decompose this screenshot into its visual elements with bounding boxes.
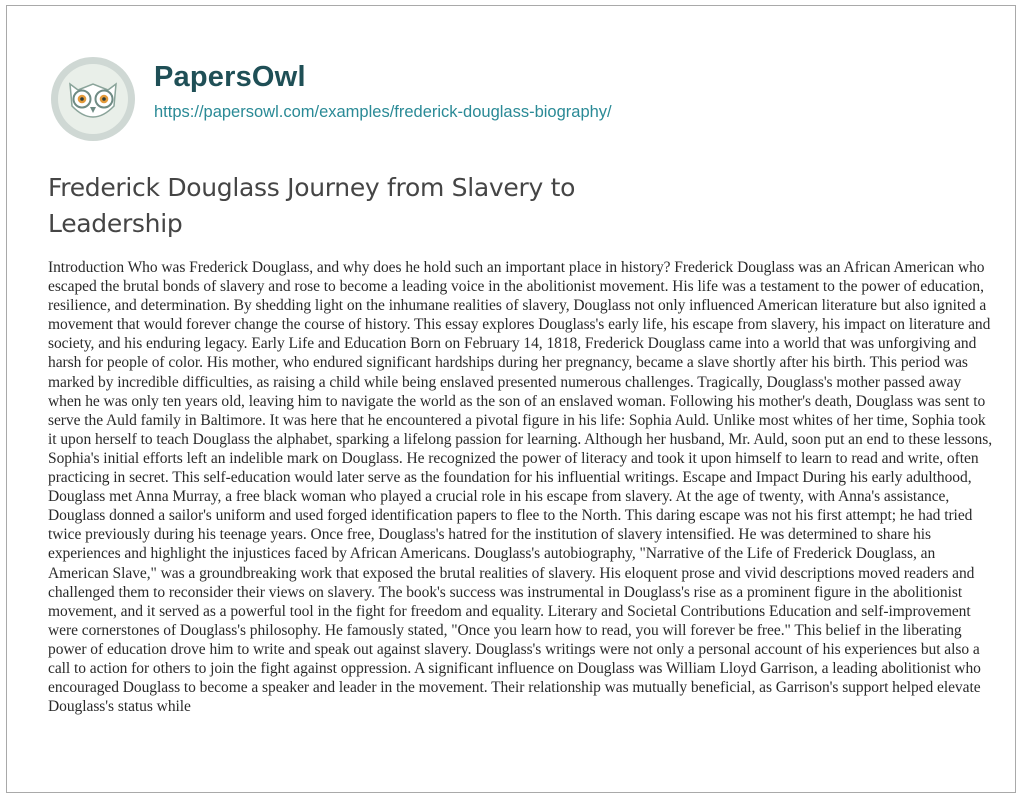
document-body: Introduction Who was Frederick Douglass, and why does he hold such an important place in history? Frederick Douglass was an African American who escaped the brutal bonds of slavery and rose to become a leading voice in the abolitionist movement. His life was a testament to the power of education, resilience, and determination. By shedding light on the inhumane realities of slavery, Douglass not only influenced American literature but also ignited a movement that would forever change the course of history. This essay explores Douglass's early life, his escape from slavery, his impact on literature and society, and his enduring legacy. Early Life and Education Born on February 14, 1818, Frederick Douglass came into a world that was unforgiving and harsh for people of color. His mother, who endured significant hardships during her pregnancy, became a slave shortly after his birth. This period was marked by incredible difficulties, as raising a child while being enslaved presented numerous challenges. Tragically, Douglass's mother passed away when he was only ten years old, leaving him to navigate the world as the son of an enslaved woman. Following his mother's death, Douglass was sent to serve the Auld family in Baltimore. It was here that he encountered a pivotal figure in his life: Sophia Auld. Unlike most whites of her time, Sophia took it upon herself to teach Douglass the alphabet, sparking a lifelong passion for learning. Although her husband, Mr. Auld, soon put an end to these lessons, Sophia's initial efforts left an indelible mark on Douglass. He recognized the power of literacy and took it upon himself to learn to read and write, often practicing in secret. This self-education would later serve as the foundation for his influential writings. Escape and Impact During his early adulthood, Douglass met Anna Murray, a free black woman who played a crucial role in his escape from slavery. At the age of twenty, with Anna's assistance, Douglass donned a sailor's uniform and used forged identification papers to flee to the North. This daring escape was not his first attempt; he had tried twice previously during his teenage years. Once free, Douglass's hatred for the institution of slavery intensified. He was determined to share his experiences and highlight the injustices faced by African Americans. Douglass's autobiography, "Narrative of the Life of Frederick Douglass, an American Slave," was a groundbreaking work that exposed the brutal realities of slavery. His eloquent prose and vivid descriptions moved readers and challenged them to reconsider their views on slavery. The book's success was instrumental in Douglass's rise as a prominent figure in the abolitionist movement, and it served as a powerful tool in the fight for freedom and equality. Literary and Societal Contributions Education and self-improvement were cornerstones of Douglass's philosophy. He famously stated, "Once you learn how to read, you will forever be free." This belief in the liberating power of education drove him to write and speak out against slavery. Douglass's writings were not only a personal account of his experiences but also a call to action for others to join the fight against oppression. A significant influence on Douglass was William Lloyd Garrison, a leading abolitionist who encouraged Douglass to become a speaker and leader in the movement. Their relationship was mutually beneficial, as Garrison's support helped elevate Douglass's status while [48,259,993,716]
owl-logo-icon [48,54,138,144]
brand-block [154,60,854,122]
site-header [48,56,612,136]
brand-name[interactable]: PapersOwl [154,61,306,93]
document-title: Frederick Douglass Journey from Slavery to Leadership [48,173,576,238]
source-url-link[interactable]: https://papersowl.com/examples/frederick-douglass-biography/ [154,103,612,121]
